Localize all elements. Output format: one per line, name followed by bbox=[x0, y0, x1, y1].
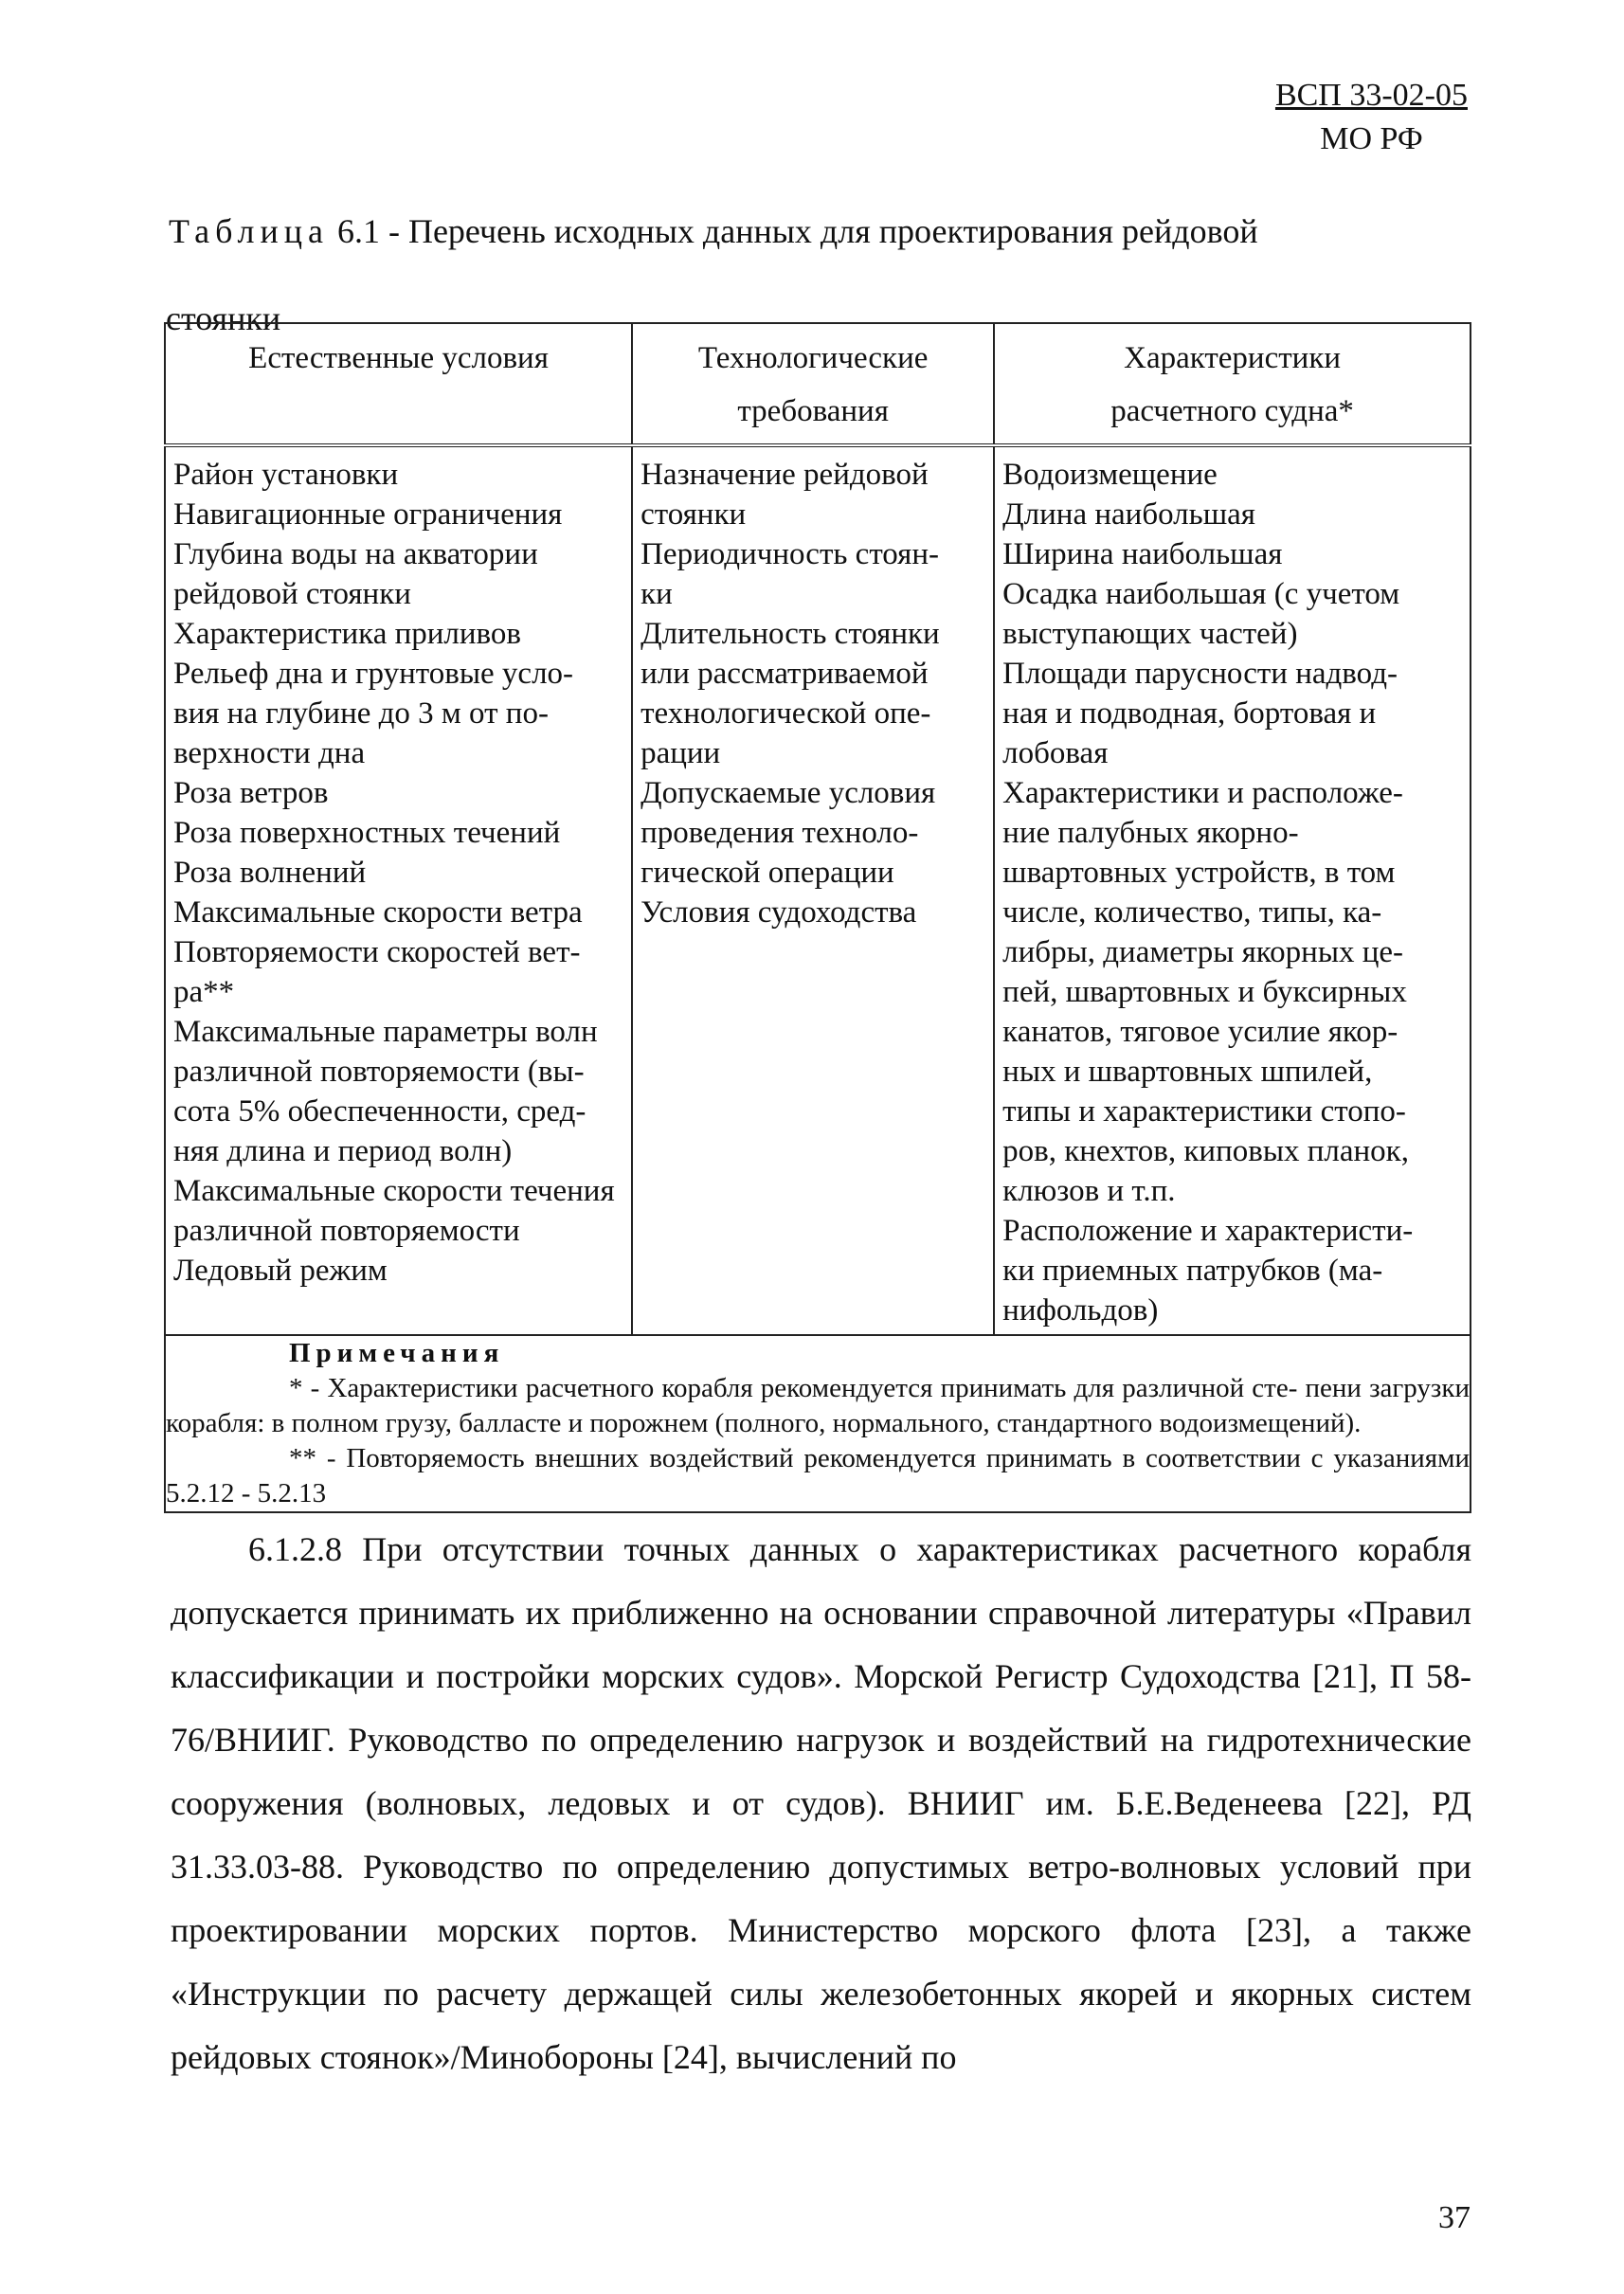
table-line: Длина наибольшая bbox=[1002, 497, 1255, 532]
header-natural-conditions bbox=[165, 323, 632, 445]
document-code: ВСП 33-02-05 bbox=[1274, 78, 1468, 113]
table-line: ров, кнехтов, киповых планок, bbox=[1002, 1134, 1409, 1168]
table-line: верхности дна bbox=[173, 736, 366, 770]
header-technological-requirements bbox=[632, 323, 994, 445]
header-vessel-characteristics bbox=[994, 323, 1471, 445]
table-line: стоянки bbox=[641, 497, 747, 532]
caption-text-cont: стоянки bbox=[166, 299, 281, 337]
table-line: рации bbox=[641, 736, 721, 770]
header-cell-text: Технологические bbox=[697, 341, 929, 375]
table-line: сота 5% обеспеченности, сред- bbox=[173, 1094, 586, 1129]
table-line: Ширина наибольшая bbox=[1002, 537, 1283, 571]
note-text: пени загрузки корабля: в полном грузу, балласте и порожнем (полного, нормального, стандартного водоизмещений). bbox=[166, 1373, 1470, 1438]
table-line: различной повторяемости (вы- bbox=[173, 1055, 585, 1089]
table-line: различной повторяемости bbox=[173, 1214, 520, 1248]
table-line: Глубина воды на акватории bbox=[173, 537, 538, 571]
page-number: 37 bbox=[1438, 2200, 1471, 2235]
table-line: проведения техноло- bbox=[641, 816, 919, 850]
table-line: Максимальные скорости ветра bbox=[173, 895, 583, 930]
table-line: Ледовый режим bbox=[173, 1254, 388, 1288]
table-line: Навигационные ограничения bbox=[173, 497, 563, 532]
table-line: няя длина и период волн) bbox=[173, 1134, 513, 1168]
body-text bbox=[171, 1518, 1471, 2089]
note-text: ** - Повторяемость внешних воздействий рекомендуется принимать в соответствии с bbox=[289, 1443, 1324, 1473]
table-line: Назначение рейдовой bbox=[641, 458, 929, 492]
table-line: выступающих частей) bbox=[1002, 617, 1298, 651]
header-cell-text: Естественные условия bbox=[248, 341, 549, 375]
table-line: гической операции bbox=[641, 856, 894, 890]
table-notes-row bbox=[165, 1335, 1471, 1512]
table-line: типы и характеристики стопо- bbox=[1002, 1094, 1406, 1129]
table-line: Характеристики и расположе- bbox=[1002, 776, 1403, 810]
table-line: вия на глубине до 3 м от по- bbox=[173, 696, 549, 731]
table-line: Расположение и характеристи- bbox=[1002, 1214, 1414, 1248]
document-org: МО РФ bbox=[1320, 121, 1423, 156]
caption-text: - Перечень исходных данных для проектирования рейдовой bbox=[379, 212, 1258, 250]
cell-natural-conditions bbox=[165, 445, 632, 1335]
table-line: Периодичность стоян- bbox=[641, 537, 940, 571]
table-line: швартовных устройств, в том bbox=[1002, 856, 1396, 890]
table-line: технологической опе- bbox=[641, 696, 931, 731]
table-line: ки bbox=[641, 577, 673, 611]
table-line: ная и подводная, бортовая и bbox=[1002, 696, 1377, 731]
header-cell-text: расчетного судна* bbox=[1110, 394, 1354, 428]
table-line: Рельеф дна и грунтовые усло- bbox=[173, 657, 574, 691]
table-line: Водоизмещение bbox=[1002, 458, 1218, 492]
table-line: ра** bbox=[173, 975, 235, 1009]
table-line: Роза поверхностных течений bbox=[173, 816, 561, 850]
cell-technological-requirements bbox=[632, 445, 994, 1335]
table-line: Площади парусности надвод- bbox=[1002, 657, 1398, 691]
cell-vessel-characteristics bbox=[994, 445, 1471, 1335]
table-notes bbox=[165, 1335, 1471, 1512]
note-text: указаниями 5.2.12 - 5.2.13 bbox=[166, 1443, 1471, 1508]
table-line: Максимальные параметры волн bbox=[173, 1015, 598, 1049]
table-body-row bbox=[165, 445, 1471, 1335]
table-line: пей, швартовных и буксирных bbox=[1002, 975, 1407, 1009]
table-line: Повторяемости скоростей вет- bbox=[173, 935, 581, 969]
table-line: Длительность стоянки bbox=[641, 617, 940, 651]
table-line: ние палубных якорно- bbox=[1002, 816, 1299, 850]
table-line: Характеристика приливов bbox=[173, 617, 521, 651]
table-line: Допускаемые условия bbox=[641, 776, 936, 810]
table-line: лобовая bbox=[1002, 736, 1109, 770]
caption-label: Таблица bbox=[169, 212, 329, 250]
table-line: числе, количество, типы, ка- bbox=[1002, 895, 1382, 930]
table-line: ных и швартовных шпилей, bbox=[1002, 1055, 1373, 1089]
header-cell-text: требования bbox=[737, 394, 889, 428]
source-data-table bbox=[164, 322, 1471, 1513]
note-1 bbox=[166, 1371, 1470, 1441]
table-line: нифольдов) bbox=[1002, 1293, 1159, 1328]
table-line: рейдовой стоянки bbox=[173, 577, 411, 611]
table-line: Максимальные скорости течения bbox=[173, 1174, 615, 1208]
table-line: канатов, тяговое усилие якор- bbox=[1002, 1015, 1398, 1049]
note-2 bbox=[166, 1441, 1470, 1511]
table-line: или рассматриваемой bbox=[641, 657, 929, 691]
table-line: Роза волнений bbox=[173, 856, 367, 890]
table-line: либры, диаметры якорных це- bbox=[1002, 935, 1404, 969]
table-line: Осадка наибольшая (с учетом bbox=[1002, 577, 1400, 611]
table-line: ки приемных патрубков (ма- bbox=[1002, 1254, 1383, 1288]
document-header bbox=[1275, 74, 1468, 161]
note-text: * - Характеристики расчетного корабля рекомендуется принимать для различной сте- bbox=[289, 1373, 1298, 1403]
table-line: клюзов и т.п. bbox=[1002, 1174, 1176, 1208]
table-line: Роза ветров bbox=[173, 776, 329, 810]
paragraph-6-1-2-8: 6.1.2.8 При отсутствии точных данных о характеристиках расчетного корабля допускается принимать их приближенно на основании справочной литературы «Правил классификации и постройки морских судов». Морской Регистр Судоходства [21], П 58-76/ВНИИГ. Руководство по определению нагрузок и воздействий на гидротехнические сооружения (волновых, ледовых и от судов). ВНИИГ им. Б.Е.Веденеева [22], РД 31.33.03-88. Руководство по определению допустимых ветро-волновых условий при проектировании морских портов. Министерство морского флота [23], а также «Инструкции по расчету держащей силы железобетонных якорей и якорных систем рейдовых стоянок»/Минобороны [24], вычислений по bbox=[171, 1530, 1471, 2076]
table-line: Условия судоходства bbox=[641, 895, 917, 930]
notes-title: Примечания bbox=[289, 1338, 505, 1368]
header-cell-text: Характеристики bbox=[1124, 341, 1342, 375]
caption-number: 6.1 bbox=[336, 212, 380, 250]
table-header-row bbox=[165, 323, 1471, 445]
table-line: Район установки bbox=[173, 458, 399, 492]
